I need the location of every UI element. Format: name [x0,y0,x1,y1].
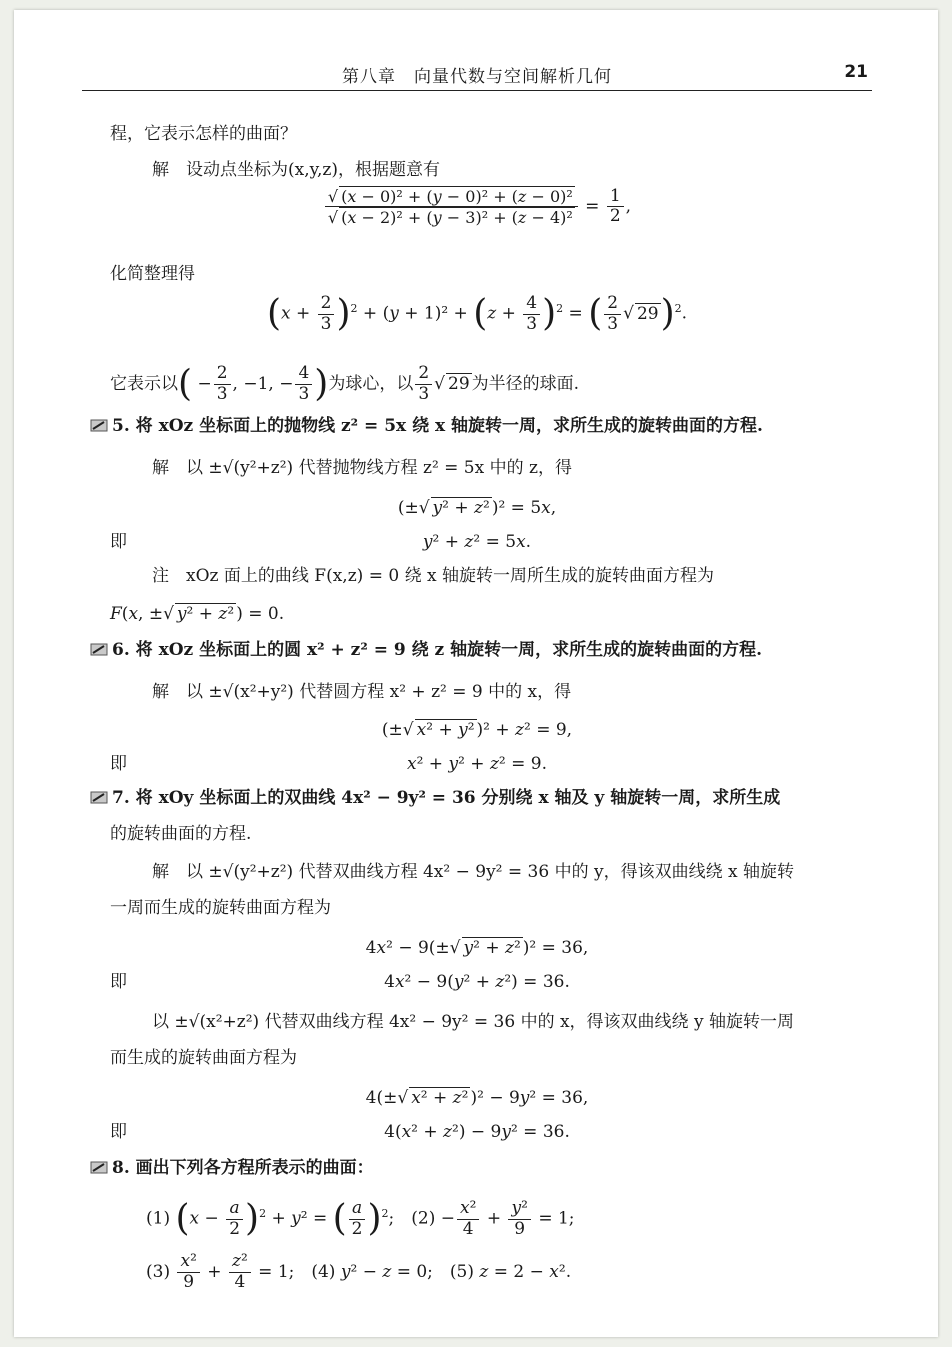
text-line: 解 以 ±√(y²+z²) 代替抛物线方程 z² = 5x 中的 z，得 [152,458,572,478]
pencil-icon [90,790,108,804]
text-line: 程，它表示怎样的曲面？ [110,124,297,144]
pencil-icon [90,642,108,656]
problem-6: 6. 将 xOz 坐标面上的圆 x² + z² = 9 绕 z 轴旋转一周，求所生成的旋转曲面的方程. [90,638,762,662]
text-line: 而生成的旋转曲面方程为 [110,1048,297,1068]
text-line: 注 xOz 面上的曲线 F(x,z) = 0 绕 x 轴旋转一周所生成的旋转曲面方程为 [152,566,714,586]
equation-p5-note: F(x, ±√ y² + z² ) = 0. [110,604,285,624]
text-line-center-radius: 它表示以( − $\frac{2}{3}$ , −1, − $\frac{4}{3}$ )为球心，以 $\frac{2}{3}$ √ 29 为半径的球面. [110,363,580,405]
page-number: 21 [844,62,868,82]
equation-list-2: (3) $\frac{\text{x²}}{9}$ + $\frac{\text{z²}}{4}$ = 1; (4) y² − z = 0; (5) z = 2 − x². [146,1251,572,1292]
document-page [14,10,938,1337]
equation-p5-1: (±√ y² + z² )² = 5x, [397,498,557,518]
text-line: 解 以 ±√(x²+y²) 代替圆方程 x² + z² = 9 中的 x，得 [152,682,572,702]
equation-p6-2: x² + y² + z² = 9. [406,754,547,774]
text-line: 解 设动点坐标为(x,y,z)，根据题意有 [152,160,440,180]
text-line: 化简整理得 [110,264,195,284]
text-line: 即 [110,754,127,774]
chapter-title: 第八章 向量代数与空间解析几何 [342,67,612,87]
text-line: 解 以 ±√(y²+z²) 代替双曲线方程 4x² − 9y² = 36 中的 y，得该双曲线绕 x 轴旋转 [152,862,794,882]
equation-p5-2: y² + z² = 5x. [422,532,532,552]
text-line: 以 ±√(x²+z²) 代替双曲线方程 4x² − 9y² = 36 中的 x，得该双曲线绕 y 轴旋转一周 [152,1012,794,1032]
equation-p7-2: 4x² − 9(y² + z²) = 36. [384,972,570,992]
problem-7: 7. 将 xOy 坐标面上的双曲线 4x² − 9y² = 36 分别绕 x 轴及 y 轴旋转一周，求所生成 [90,786,780,810]
equation-distance-ratio: $\frac{\text{√ (x − 0)² + (y − 0)² + (z − 0)²}}{\text{√ (x − 2)² + (y − 3)² + (z − 4)²}}$ = $\frac{1}{2}$ , [82,186,872,246]
equation-p6-1: (±√ x² + y² )² + z² = 9, [381,720,573,740]
problem-8: 8. 画出下列各方程所表示的曲面： [90,1156,374,1180]
text-line: 的旋转曲面的方程. [110,824,252,844]
text-line: 即 [110,1122,127,1142]
equation-list-1: (1) (x − $\frac{a}{2}$ )$^2$ + y² = ( $\frac{a}{2}$ )$^2$; (2) − $\frac{\text{x²}}{4}$ + $\frac{\text{y²}}{9}$ = 1; [146,1198,575,1240]
text-line: 一周而生成的旋转曲面方程为 [110,898,331,918]
text-line: 即 [110,972,127,992]
pencil-icon [90,1160,108,1174]
pencil-icon [90,418,108,432]
page-header [82,58,872,91]
equation-p7-3: 4(±√ x² + z² )² − 9y² = 36, [365,1088,589,1108]
problem-5: 5. 将 xOz 坐标面上的抛物线 z² = 5x 绕 x 轴旋转一周，求所生成的旋转曲面的方程. [90,414,763,438]
text-line: 即 [110,532,127,552]
equation-p7-1: 4x² − 9(±√ y² + z² )² = 36, [365,938,589,958]
equation-sphere: (x + $\frac{2}{3}$ )$^2$ + (y + 1)² + (z + $\frac{4}{3}$ )$^2$ = ( $\frac{2}{3}$ √ 29)$^2$. [266,293,688,335]
equation-p7-4: 4(x² + z²) − 9y² = 36. [384,1122,570,1142]
